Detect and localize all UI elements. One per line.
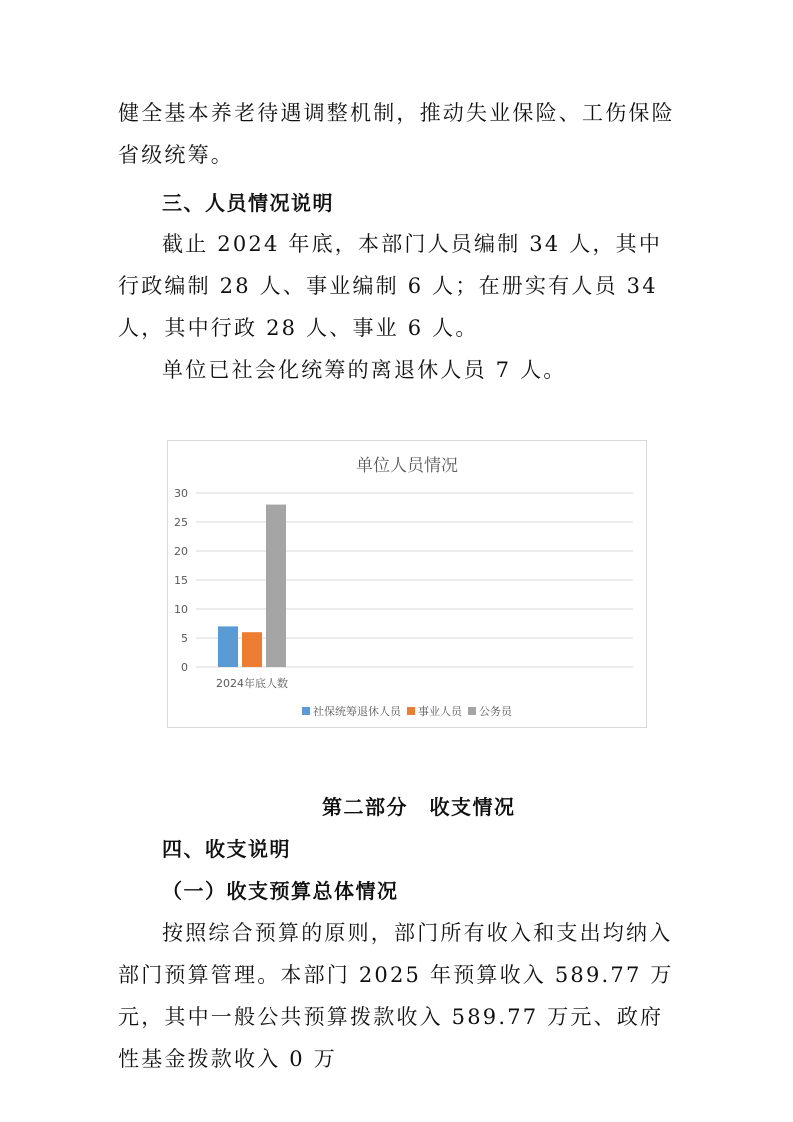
y-tick-label: 0 (181, 661, 188, 674)
legend-label: 社保统筹退休人员 (313, 705, 401, 718)
legend-item (302, 703, 401, 719)
y-tick-label: 5 (181, 632, 188, 645)
legend-label: 公务员 (479, 705, 512, 718)
legend-swatch (407, 707, 415, 715)
part-two-title: 第二部分 收支情况 (322, 795, 516, 819)
chart-plot (168, 441, 648, 729)
chart-legend (168, 703, 646, 719)
chart-title: 单位人员情况 (356, 456, 458, 476)
y-tick-label: 10 (174, 603, 188, 616)
paragraph-budget: 按照综合预算的原则，部门所有收入和支出均纳入部门预算管理。本部门 2025 年预算收入 589.77 万元，其中一般公共预算拨款收入 589.77 万元、政府性基金拨款收入 0 万 (118, 921, 674, 1071)
legend-item (407, 703, 462, 719)
x-category-label: 2024年底人数 (216, 677, 288, 690)
staff-chart (167, 440, 647, 728)
bar-2 (242, 632, 262, 667)
legend-swatch (302, 707, 310, 715)
heading-staffing: 三、人员情况说明 (162, 191, 334, 215)
y-tick-label: 30 (174, 487, 188, 500)
bar-1 (218, 626, 238, 667)
legend-swatch (468, 707, 476, 715)
legend-label: 事业人员 (418, 705, 462, 718)
y-tick-label: 25 (174, 516, 188, 529)
legend-item (468, 703, 512, 719)
bar-3 (266, 505, 286, 667)
heading-budget-overview: （一）收支预算总体情况 (162, 879, 399, 903)
y-tick-label: 20 (174, 545, 188, 558)
heading-income-expense: 四、收支说明 (162, 837, 291, 861)
paragraph-pension: 健全基本养老待遇调整机制，推动失业保险、工伤保险省级统筹。 (118, 101, 675, 167)
paragraph-staffing: 截止 2024 年底，本部门人员编制 34 人，其中行政编制 28 人、事业编制 6 人；在册实有人员 34 人，其中行政 28 人、事业 6 人。 (118, 232, 663, 340)
paragraph-retirees: 单位已社会化统筹的离退休人员 7 人。 (162, 358, 567, 382)
y-tick-label: 15 (174, 574, 188, 587)
